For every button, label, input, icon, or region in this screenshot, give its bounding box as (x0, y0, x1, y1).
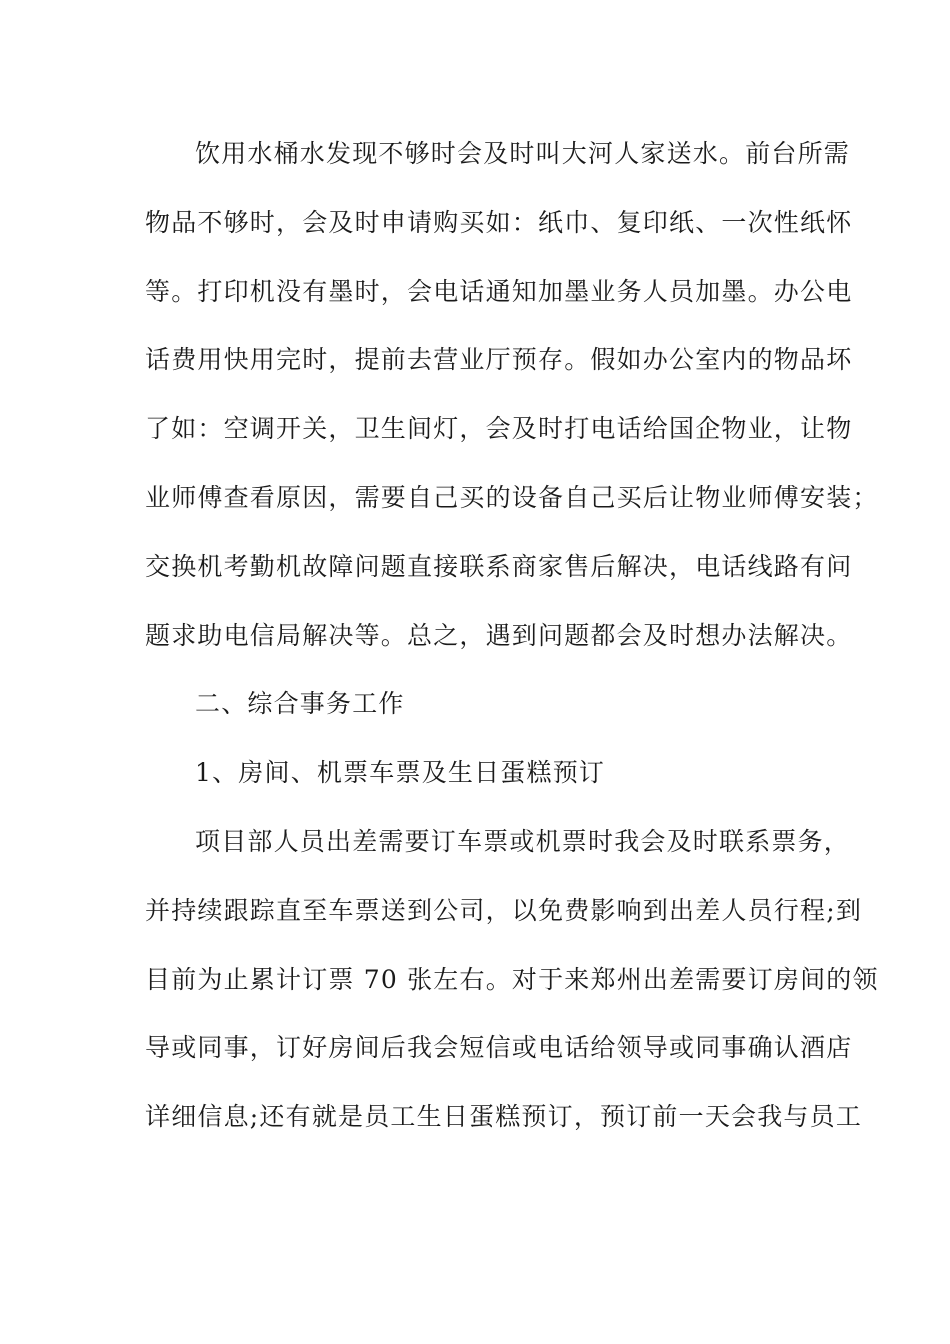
paragraph-line: 了如：空调开关，卫生间灯，会及时打电话给国企物业，让物 (145, 414, 853, 444)
section-heading: 二、综合事务工作 (195, 689, 405, 719)
paragraph-line: 目前为止累计订票 70 张左右。对于来郑州出差需要订房间的领 (145, 964, 879, 994)
paragraph-line: 话费用快用完时，提前去营业厅预存。假如办公室内的物品坏 (145, 345, 853, 375)
subsection-heading: 1、房间、机票车票及生日蛋糕预订 (195, 758, 606, 788)
paragraph-line: 题求助电信局解决等。总之，遇到问题都会及时想办法解决。 (145, 620, 853, 650)
paragraph-line: 饮用水桶水发现不够时会及时叫大河人家送水。前台所需 (195, 139, 851, 168)
paragraph-line: 物品不够时，会及时申请购买如：纸巾、复印纸、一次性纸怀 (145, 207, 853, 237)
paragraph-line: 项目部人员出差需要订车票或机票时我会及时联系票务， (195, 826, 851, 856)
paragraph-line: 业师傅查看原因，需要自己买的设备自己买后让物业师傅安装； (145, 482, 879, 512)
paragraph-line: 并持续跟踪直至车票送到公司，以免费影响到出差人员行程;到 (145, 895, 863, 925)
paragraph-line: 交换机考勤机故障问题直接联系商家售后解决，电话线路有问 (145, 551, 853, 581)
paragraph-line: 导或同事，订好房间后我会短信或电话给领导或同事确认酒店 (145, 1033, 853, 1063)
document-page (145, 131, 879, 1163)
paragraph-line: 等。打印机没有墨时，会电话通知加墨业务人员加墨。办公电 (145, 276, 853, 306)
paragraph-line: 详细信息;还有就是员工生日蛋糕预订，预订前一天会我与员工 (145, 1102, 863, 1132)
